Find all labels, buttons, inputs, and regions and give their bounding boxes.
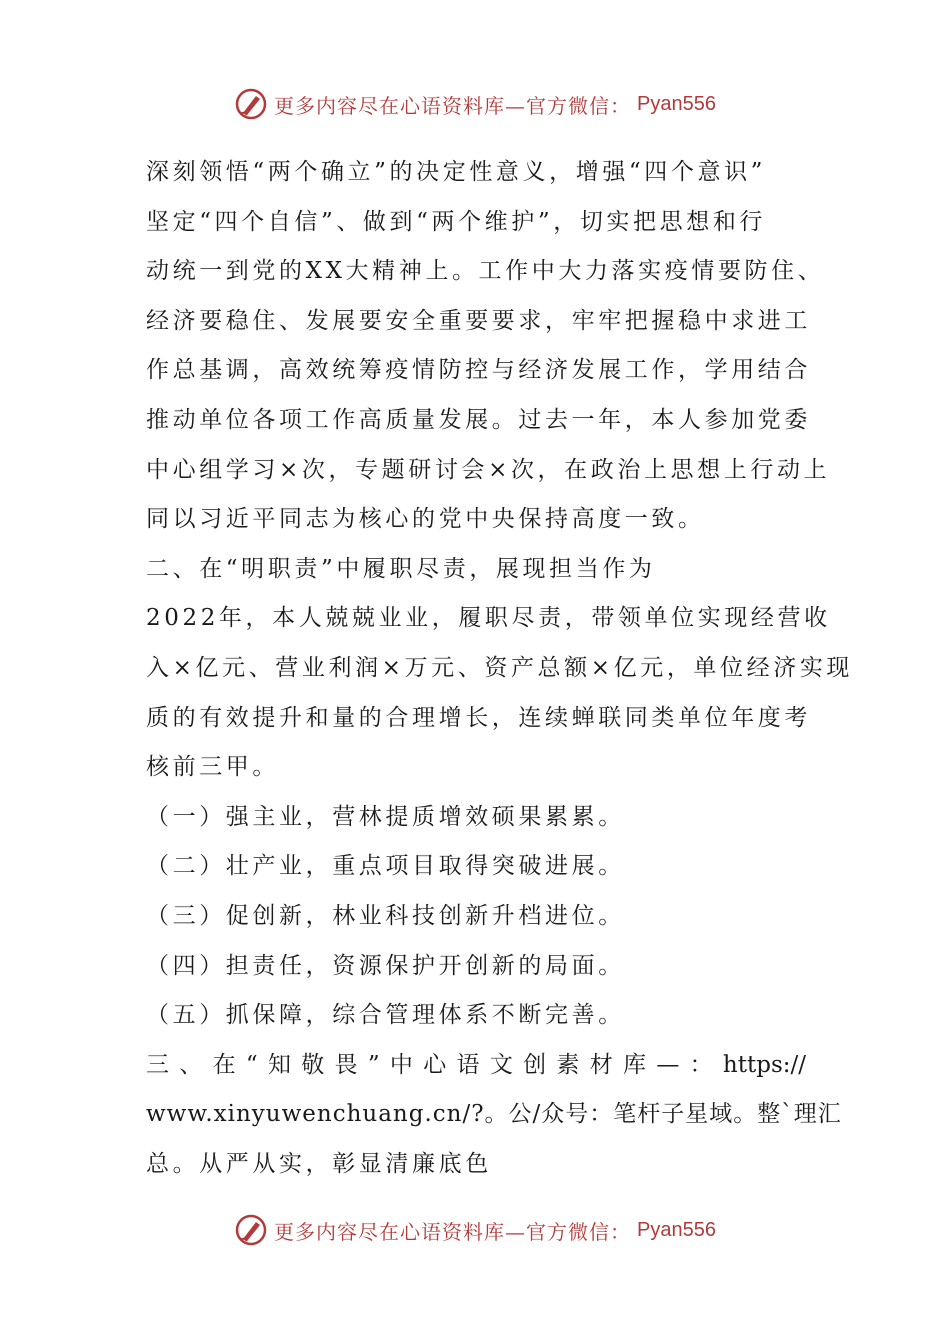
watermark-text: 更多内容尽在心语资料库—官方微信：: [274, 93, 632, 118]
footer-watermark: [0, 1210, 950, 1250]
list-item: （四）担责任，资源保护开创新的局面。: [146, 952, 625, 979]
body-line: 坚定“四个自信”、做到“两个维护”，切实把思想和行: [146, 208, 767, 235]
list-item: （三）促创新，林业科技创新升档进位。: [146, 902, 625, 929]
body-line: 中心组学习×次，专题研讨会×次，在政治上思想上行动上: [146, 456, 831, 483]
pen-nib-logo-icon: [234, 1213, 268, 1247]
body-line: 入×亿元、营业利润×万元、资产总额×亿元，单位经济实现: [146, 654, 854, 681]
list-item: （一）强主业，营林提质增效硕果累累。: [146, 803, 625, 830]
body-line: 动统一到党的XX大精神上。工作中大力落实疫情要防住、: [146, 258, 825, 285]
body-line: 核前三甲。: [146, 754, 279, 781]
body-line: 深刻领悟“两个确立”的决定性意义，增强“四个意识”: [146, 159, 767, 185]
watermark-contact: Pyan556: [637, 1218, 716, 1241]
pen-nib-logo-icon: [234, 87, 268, 121]
watermark-contact: Pyan556: [637, 92, 716, 115]
header-watermark: [0, 84, 950, 124]
body-line: 总。从严从实，彰显清廉底色: [146, 1150, 492, 1177]
list-item: （二）壮产业，重点项目取得突破进展。: [146, 853, 625, 880]
body-line: 2022年，本人兢兢业业，履职尽责，带领单位实现经营收: [146, 605, 831, 632]
body-line: 作总基调，高效统筹疫情防控与经济发展工作，学用结合: [146, 357, 811, 384]
section-heading-3: 三、在“知敬畏”中心语文创素材库—：https://: [146, 1051, 806, 1078]
body-line: 质的有效提升和量的合理增长，连续蝉联同类单位年度考: [146, 704, 811, 731]
document-body: [146, 148, 854, 1189]
list-item: （五）抓保障，综合管理体系不断完善。: [146, 1002, 625, 1029]
body-line: www.xinyuwenchuang.cn/?。公/众号：笔杆子星域。整`理汇: [146, 1101, 842, 1128]
watermark-text: 更多内容尽在心语资料库—官方微信：: [274, 1219, 632, 1244]
body-line: 同以习近平同志为核心的党中央保持高度一致。: [146, 506, 705, 533]
body-line: 经济要稳住、发展要安全重要要求，牢牢把握稳中求进工: [146, 307, 811, 334]
section-heading-2: 二、在“明职责”中履职尽责，展现担当作为: [146, 555, 656, 582]
body-line: 推动单位各项工作高质量发展。过去一年，本人参加党委: [146, 406, 811, 433]
